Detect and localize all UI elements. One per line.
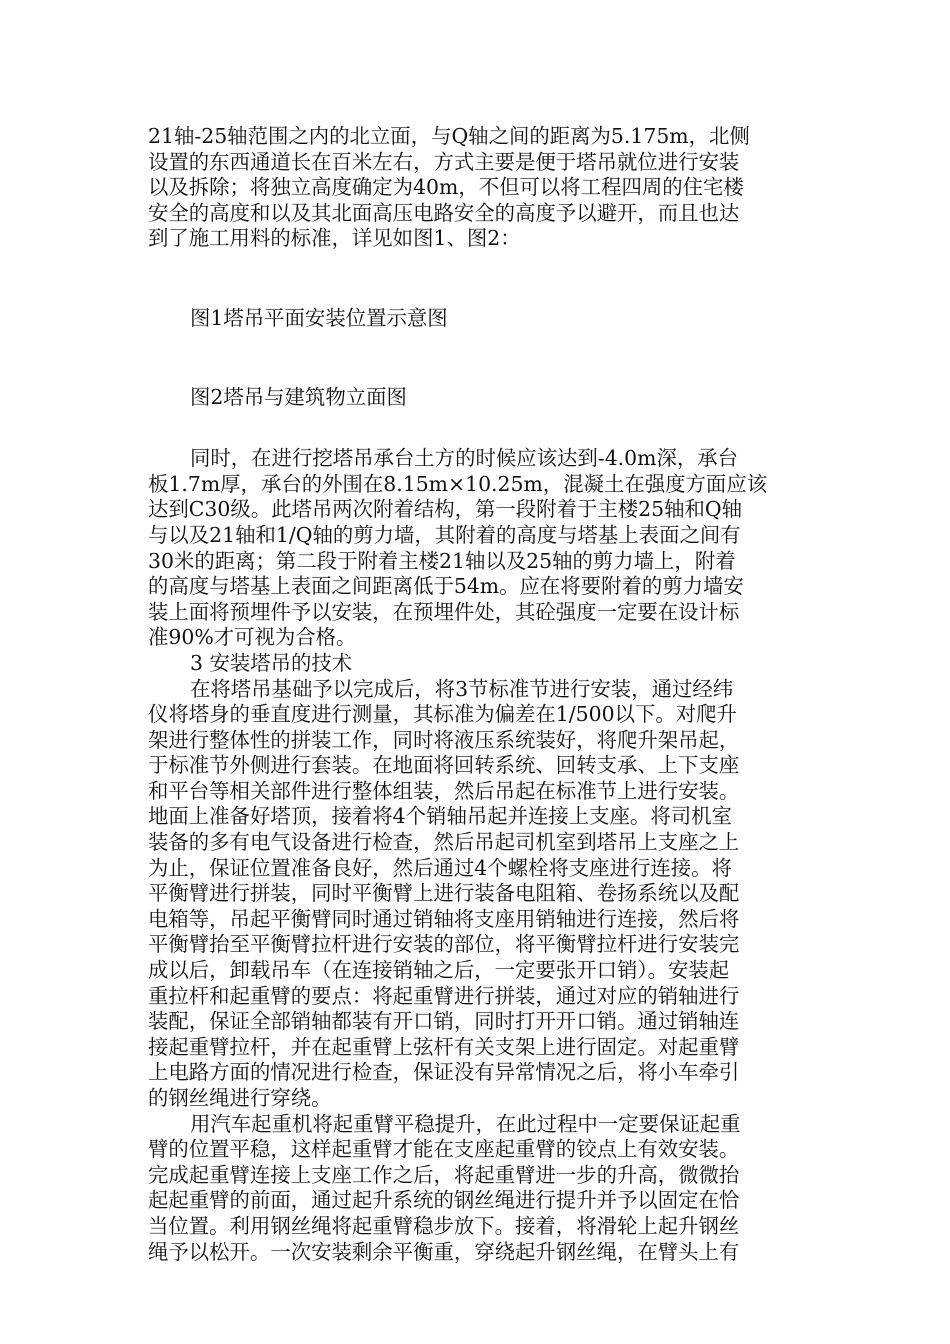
text-line: 板1.7m厚，承台的外围在8.15m×10.25m，混凝土在强度方面应该 [148, 471, 768, 496]
text-line: 安全的高度和以及其北面高压电路安全的高度予以避开，而且也达 [148, 200, 740, 225]
text-line: 与以及21轴和1/Q轴的剪力墙，其附着的高度与塔基上表面之间有 [148, 522, 741, 547]
text-line: 到了施工用料的标准，详见如图1、图2： [148, 226, 521, 251]
text-line: 平衡臂抬至平衡臂拉杆进行安装的部位，将平衡臂拉杆进行安装完 [148, 932, 740, 957]
text-line: 完成起重臂连接上支座工作之后，将起重臂进一步的升高，微微抬 [148, 1162, 740, 1187]
document-body [148, 124, 803, 1265]
text-line: 准90%才可视为合格。 [148, 625, 357, 650]
text-line: 上电路方面的情况进行检查，保证没有异常情况之后，将小车牵引 [148, 1060, 740, 1085]
text-line: 电箱等，吊起平衡臂同时通过销轴将支座用销轴进行连接，然后将 [148, 906, 740, 931]
text-line: 装备的多有电气设备进行检查，然后吊起司机室到塔吊上支座之上 [148, 830, 740, 855]
text-line: 21轴-25轴范围之内的北立面，与Q轴之间的距离为5.175m，北侧 [148, 124, 750, 148]
text-line: 仪将塔身的垂直度进行测量，其标准为偏差在1/500以下。对爬升 [148, 702, 737, 727]
text-line: 于标准节外侧进行套装。在地面将回转系统、回转支承、上下支座 [148, 753, 740, 778]
spacer [148, 410, 803, 446]
text-line: 起起重臂的前面，通过起升系统的钢丝绳进行提升并予以固定在恰 [148, 1188, 740, 1213]
text-line: 装上面将预埋件予以安装，在预埋件处，其砼强度一定要在设计标 [148, 599, 740, 624]
text-line: 的高度与塔基上表面之间距离低于54m。应在将要附着的剪力墙安 [148, 574, 744, 599]
heading-text: 3 安装塔吊的技术 [190, 650, 353, 675]
text-line: 30米的距离；第二段于附着主楼21轴以及25轴的剪力墙上，附着 [148, 548, 736, 573]
text-line: 平衡臂进行拼装，同时平衡臂上进行装备电阻箱、卷扬系统以及配 [148, 881, 740, 906]
text-line: 臂的位置平稳，这样起重臂才能在支座起重臂的铰点上有效安装。 [148, 1137, 740, 1162]
spacer [148, 332, 803, 385]
text-line: 接起重臂拉杆，并在起重臂上弦杆有关支架上进行固定。对起重臂 [148, 1034, 740, 1059]
paragraph-installation [148, 677, 803, 1112]
text-line: 同时，在进行挖塔吊承台土方的时候应该达到-4.0m深，承台 [190, 446, 739, 471]
figure-caption-1: 图1塔吊平面安装位置示意图 [190, 305, 448, 330]
text-line: 和平台等相关部件进行整体组装，然后吊起在标准节上进行安装。 [148, 778, 740, 803]
text-line: 在将塔吊基础予以完成后，将3节标准节进行安装，通过经纬 [190, 676, 734, 701]
text-line: 重拉杆和起重臂的要点：将起重臂进行拼装，通过对应的销轴进行 [148, 983, 740, 1008]
text-line: 地面上准备好塔顶，接着将4个销轴吊起并连接上支座。将司机室 [148, 804, 732, 829]
text-line: 用汽车起重机将起重臂平稳提升，在此过程中一定要保证起重 [190, 1111, 741, 1136]
paragraph-boom [148, 1112, 803, 1266]
spacer [148, 252, 803, 306]
text-line: 以及拆除；将独立高度确定为40m，不但可以将工程四周的住宅楼 [148, 175, 744, 200]
figure-caption-2: 图2塔吊与建筑物立面图 [190, 384, 407, 409]
text-line: 当位置。利用钢丝绳将起重臂稳步放下。接着，将滑轮上起升钢丝 [148, 1213, 740, 1238]
text-line: 装配，保证全部销轴都装有开口销，同时打开开口销。通过销轴连 [148, 1009, 740, 1034]
section-heading [148, 651, 803, 677]
paragraph-intro [148, 124, 803, 252]
text-line: 绳予以松开。一次安装剩余平衡重，穿绕起升钢丝绳，在臂头上有 [148, 1239, 740, 1264]
text-line: 的钢丝绳进行穿绕。 [148, 1086, 332, 1110]
text-line: 为止，保证位置准备良好，然后通过4个螺栓将支座进行连接。将 [148, 855, 732, 880]
text-line: 设置的东西通道长在百米左右，方式主要是便于塔吊就位进行安装 [148, 149, 740, 174]
paragraph-foundation [148, 446, 803, 651]
text-line: 架进行整体性的拼装工作，同时将液压系统装好，将爬升架吊起， [148, 727, 740, 752]
text-line: 达到C30级。此塔吊两次附着结构，第一段附着于主楼25轴和Q轴 [148, 497, 742, 522]
text-line: 成以后，卸载吊车（在连接销轴之后，一定要张开口销）。安装起 [148, 958, 730, 983]
